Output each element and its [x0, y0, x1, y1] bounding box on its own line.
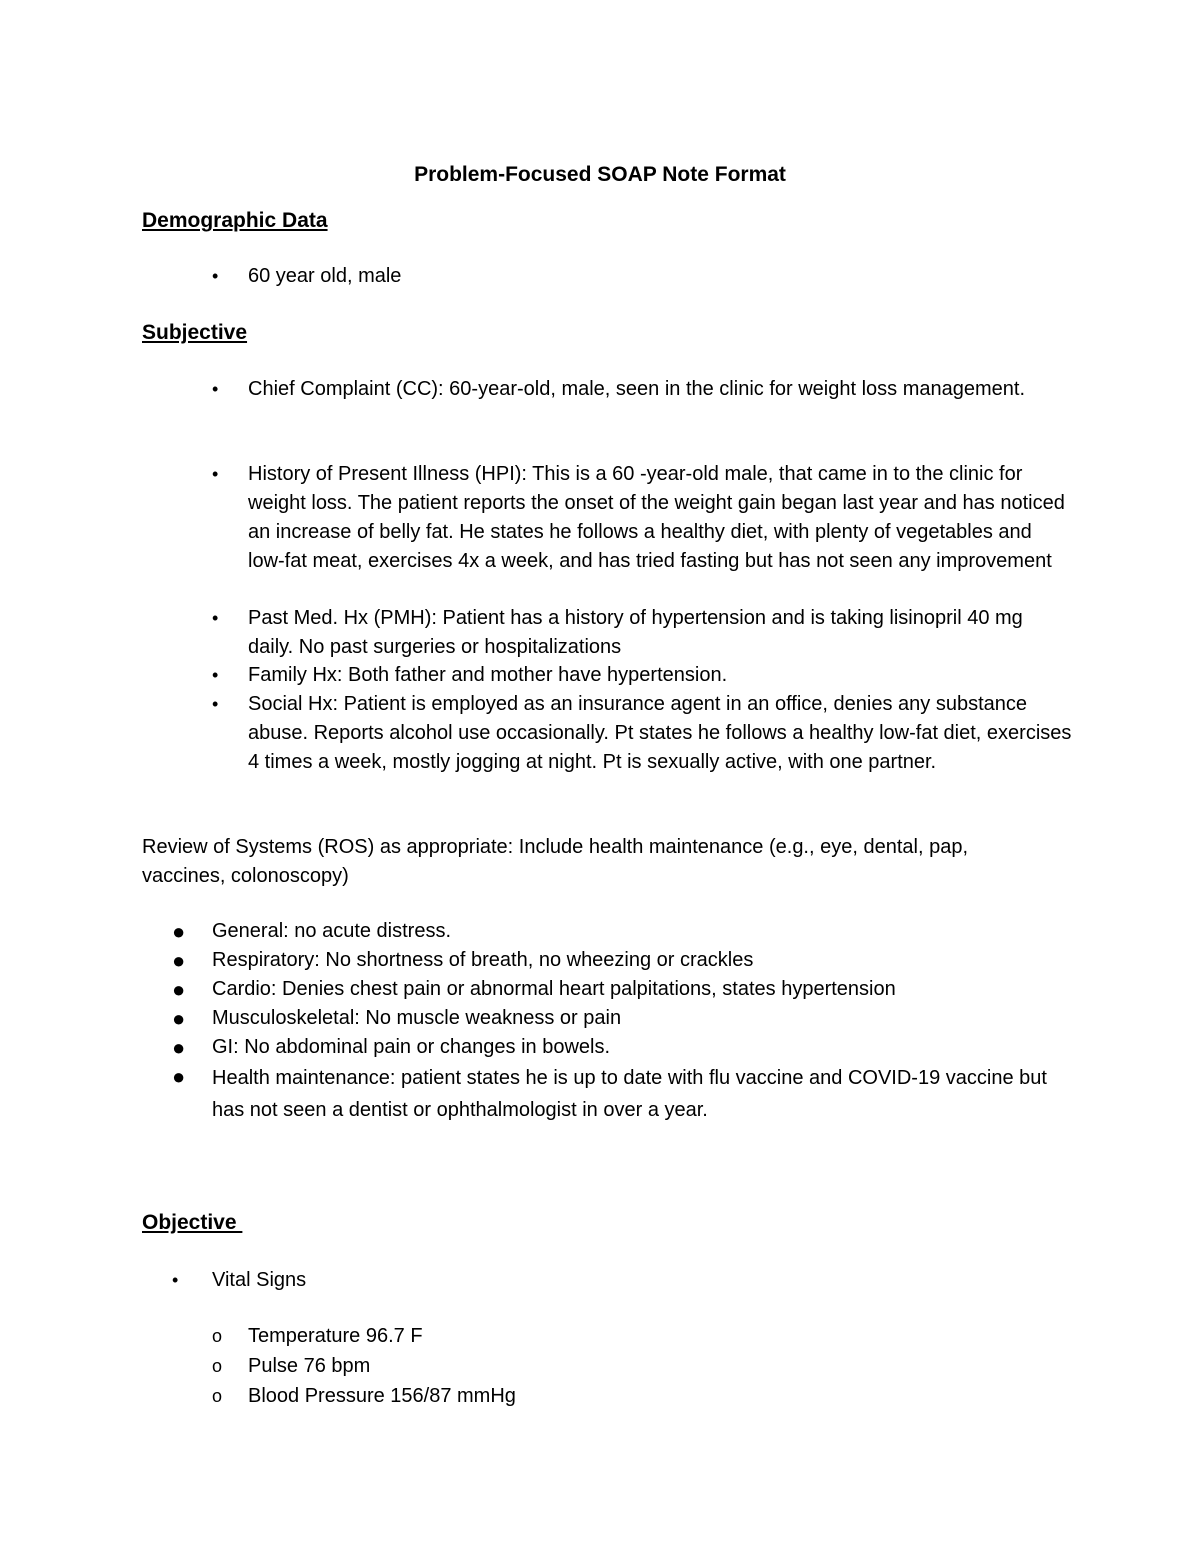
bullet-icon: ● — [172, 1006, 186, 1031]
bullet-icon: • — [212, 266, 219, 286]
demographic-item-text: 60 year old, male — [248, 265, 402, 287]
ros-item-health-maintenance — [172, 1062, 1052, 1126]
ros-item-text: General: no acute distress. — [212, 920, 452, 942]
bullet-icon: • — [212, 665, 219, 685]
subjective-item-text: Social Hx: Patient is employed as an insurance agent in an office, denies any substance abuse. Reports alcohol use occasionally. Pt states he follows a healthy low-fat diet, exercises 4 times a week, mostly jogging at night. Pt is sexually active, with one partner. — [248, 693, 1072, 773]
bullet-icon: • — [212, 379, 219, 399]
subjective-item-hpi — [212, 460, 1072, 576]
bullet-icon: • — [212, 694, 219, 714]
bullet-icon: • — [212, 464, 219, 484]
ros-item-text: Musculoskeletal: No muscle weakness or pain — [212, 1007, 622, 1029]
ros-intro: Review of Systems (ROS) as appropriate: Include health maintenance (e.g., eye, dental, pap, vaccines, colonoscopy) — [142, 836, 968, 887]
bullet-icon: • — [212, 608, 219, 628]
ros-item-cardio — [172, 975, 1052, 1004]
document-title: Problem-Focused SOAP Note Format — [414, 163, 786, 186]
vital-pulse — [212, 1352, 1072, 1381]
subjective-item-text: History of Present Illness (HPI): This is a 60 -year-old male, that came in to the clinic for weight loss. The patient reports the onset of the weight gain began last year and has noticed an increase of belly fat. He states he follows a healthy diet, with plenty of vegetables and low-fat meat, exercises 4x a week, and has tried fasting but has not seen any improvement — [248, 463, 1065, 572]
subjective-item-social — [212, 690, 1072, 777]
bullet-icon: ● — [172, 1064, 186, 1089]
ros-item-text: Health maintenance: patient states he is up to date with flu vaccine and COVID-19 vaccine but has not seen a dentist or ophthalmologist in over a year. — [212, 1067, 1047, 1121]
circle-bullet-icon: o — [212, 1386, 223, 1406]
subjective-item-pmh — [212, 604, 1072, 662]
bullet-icon: • — [172, 1270, 179, 1290]
ros-item-text: Cardio: Denies chest pain or abnormal heart palpitations, states hypertension — [212, 978, 896, 1000]
vital-text: Blood Pressure 156/87 mmHg — [248, 1385, 516, 1407]
objective-item-vitals — [172, 1266, 1052, 1295]
vital-temperature — [212, 1322, 1072, 1351]
circle-bullet-icon: o — [212, 1356, 223, 1376]
subjective-item-text: Family Hx: Both father and mother have hypertension. — [248, 664, 728, 686]
objective-item-text: Vital Signs — [212, 1269, 307, 1291]
subjective-item-text: Chief Complaint (CC): 60-year-old, male, seen in the clinic for weight loss management. — [248, 378, 1026, 400]
bullet-icon: ● — [172, 919, 186, 944]
demographic-item — [212, 262, 1072, 291]
subjective-item-family — [212, 661, 1072, 690]
circle-bullet-icon: o — [212, 1326, 223, 1346]
ros-item-text: Respiratory: No shortness of breath, no wheezing or crackles — [212, 949, 754, 971]
subjective-heading: Subjective — [142, 321, 248, 344]
ros-item-text: GI: No abdominal pain or changes in bowels. — [212, 1036, 611, 1058]
ros-item-gi — [172, 1033, 1052, 1062]
vital-text: Pulse 76 bpm — [248, 1355, 371, 1377]
ros-item-musculoskeletal — [172, 1004, 1052, 1033]
ros-item-respiratory — [172, 946, 1052, 975]
demographic-heading: Demographic Data — [142, 209, 328, 232]
subjective-item-text: Past Med. Hx (PMH): Patient has a history of hypertension and is taking lisinopril 40 mg daily. No past surgeries or hospitalizations — [248, 607, 1023, 658]
subjective-item-cc — [212, 375, 1072, 404]
bullet-icon: ● — [172, 1035, 186, 1060]
ros-item-general — [172, 917, 1052, 946]
bullet-icon: ● — [172, 977, 186, 1002]
objective-heading: Objective — [142, 1211, 243, 1234]
bullet-icon: ● — [172, 948, 186, 973]
vital-blood-pressure — [212, 1382, 1072, 1411]
vital-text: Temperature 96.7 F — [248, 1325, 423, 1347]
